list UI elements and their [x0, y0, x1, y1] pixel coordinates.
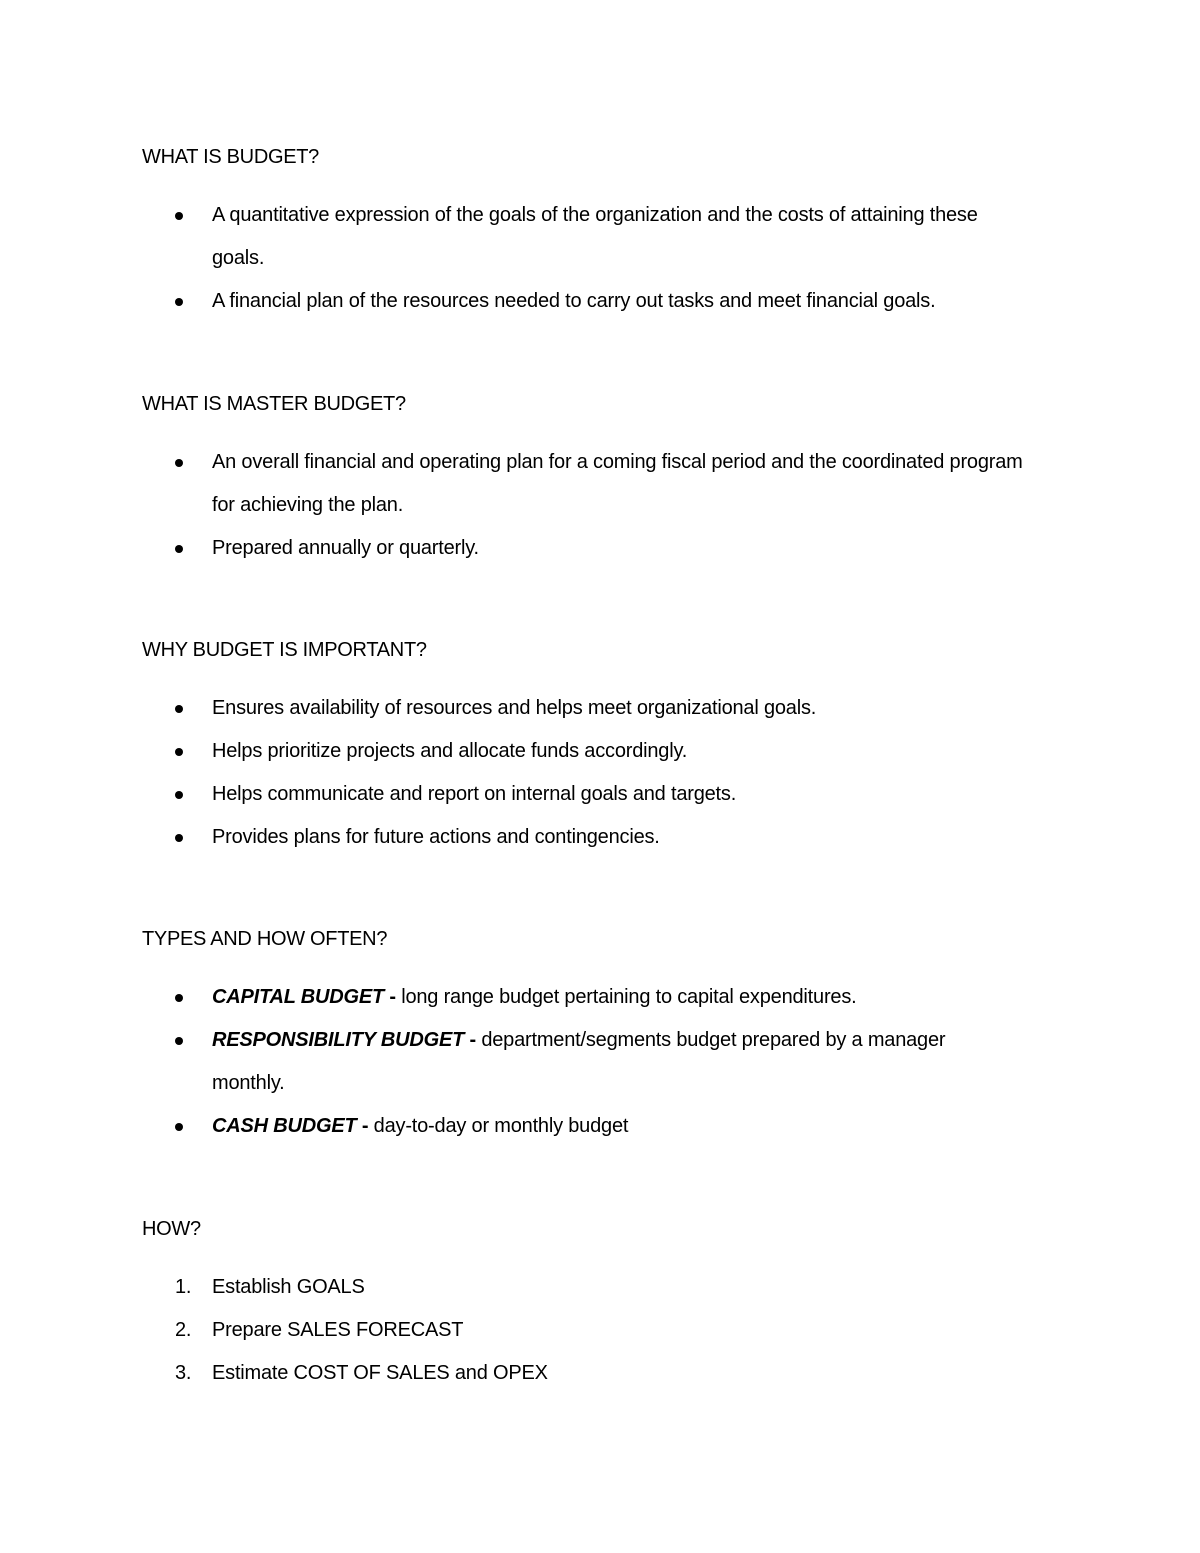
list-item: [142, 1352, 1062, 1395]
list-item-text: Ensures availability of resources and helps meet organizational goals.: [212, 697, 817, 719]
section-heading: HOW?: [142, 1218, 201, 1240]
list-item-text: Estimate COST OF SALES and OPEX: [212, 1362, 548, 1384]
list-item-text: An overall financial and operating plan for a coming fiscal period and the coordinated program for achieving the plan.: [212, 451, 1023, 516]
list-item: [142, 976, 1062, 1019]
section-heading: WHAT IS BUDGET?: [142, 146, 320, 168]
bullet-icon: [175, 994, 183, 1002]
list-item-text: Helps communicate and report on internal goals and targets.: [212, 783, 737, 805]
section-how: [142, 1217, 1062, 1395]
budget-type-description: department/segments budget prepared by a manager monthly.: [212, 1029, 946, 1094]
bullet-icon: [175, 545, 183, 553]
section-heading: WHY BUDGET IS IMPORTANT?: [142, 639, 427, 661]
bullet-icon: [175, 791, 183, 799]
list-item: [142, 1266, 1062, 1309]
bullet-icon: [175, 748, 183, 756]
bullet-icon: [175, 834, 183, 842]
list-item: [142, 816, 1062, 859]
list-item: [142, 1309, 1062, 1352]
bullet-icon: [175, 298, 183, 306]
budget-type-term: RESPONSIBILITY BUDGET: [212, 1029, 465, 1051]
bullet-list: [142, 194, 1062, 323]
list-item-text: Provides plans for future actions and contingencies.: [212, 826, 660, 848]
section-what-is-master-budget: [142, 392, 1062, 570]
budget-type-description: day-to-day or monthly budget: [373, 1115, 629, 1137]
list-item: [142, 280, 1062, 323]
bullet-icon: [175, 459, 183, 467]
numbered-list: [142, 1266, 1062, 1395]
list-item: [142, 1105, 1062, 1148]
list-item-text: Prepared annually or quarterly.: [212, 537, 479, 559]
budget-type-description: long range budget pertaining to capital expenditures.: [401, 986, 857, 1008]
bullet-list: [142, 441, 1062, 570]
list-item-text: Helps prioritize projects and allocate funds accordingly.: [212, 740, 688, 762]
section-what-is-budget: [142, 145, 1062, 323]
term-separator: -: [356, 1115, 374, 1137]
term-separator: -: [384, 986, 402, 1008]
list-item: [142, 527, 1062, 570]
budget-type-term: CAPITAL BUDGET: [212, 986, 385, 1008]
list-item: [142, 194, 1062, 280]
list-item-text: A quantitative expression of the goals of the organization and the costs of attaining these goals.: [212, 204, 978, 269]
section-types-and-how-often: [142, 927, 1062, 1148]
bullet-icon: [175, 212, 183, 220]
list-item: [142, 773, 1062, 816]
bullet-icon: [175, 1123, 183, 1131]
budget-type-term: CASH BUDGET: [212, 1115, 357, 1137]
list-item: [142, 687, 1062, 730]
section-heading: WHAT IS MASTER BUDGET?: [142, 393, 406, 415]
bullet-icon: [175, 705, 183, 713]
section-heading: TYPES AND HOW OFTEN?: [142, 928, 388, 950]
list-item: [142, 441, 1062, 527]
list-number: 2.: [175, 1319, 192, 1341]
list-item: [142, 730, 1062, 773]
section-why-budget-important: [142, 638, 1062, 859]
term-separator: -: [464, 1029, 482, 1051]
list-item-text: Prepare SALES FORECAST: [212, 1319, 464, 1341]
bullet-list: [142, 687, 1062, 859]
bullet-list: [142, 976, 1062, 1148]
list-item: [142, 1019, 972, 1105]
list-number: 3.: [175, 1362, 192, 1384]
bullet-icon: [175, 1037, 183, 1045]
list-number: 1.: [175, 1276, 192, 1298]
list-item-text: Establish GOALS: [212, 1276, 365, 1298]
list-item-text: A financial plan of the resources needed to carry out tasks and meet financial goals.: [212, 290, 936, 312]
